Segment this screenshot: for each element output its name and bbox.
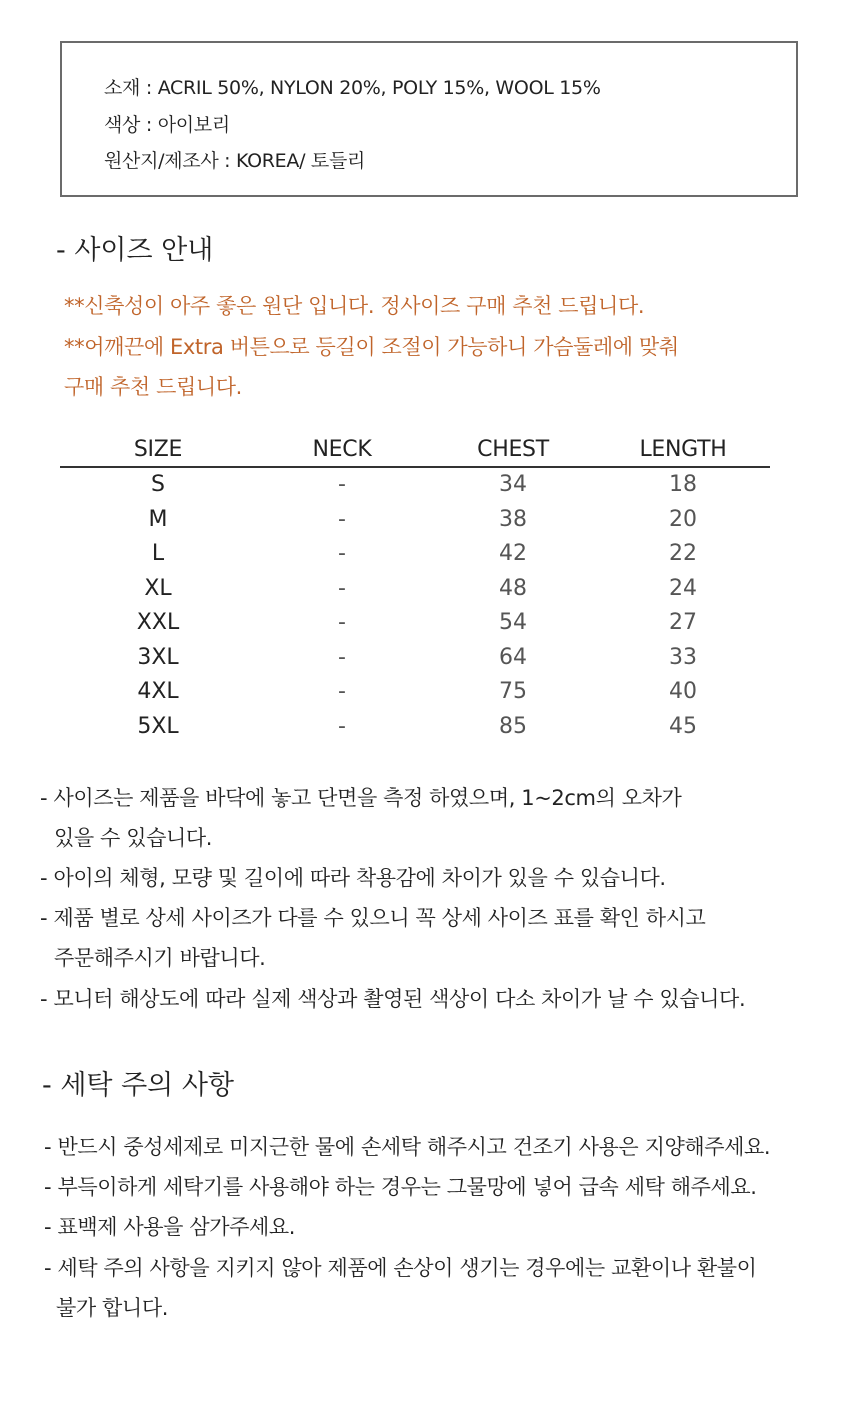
neck-cell: - [338, 506, 346, 532]
size-notice-line: **어깨끈에 Extra 버튼으로 등길이 조절이 가능하니 가슴둘레에 맞춰 [64, 335, 679, 359]
neck-cell: - [338, 610, 346, 635]
chest-cell: 42 [499, 541, 527, 566]
table-row [60, 710, 770, 745]
product-info-box [60, 41, 798, 197]
chest-cell: 38 [499, 506, 527, 532]
length-cell: 24 [669, 575, 697, 601]
table-row [60, 572, 770, 607]
material-info: 소재 : ACRIL 50%, NYLON 20%, POLY 15%, WOOL 15% [104, 77, 601, 99]
size-cell: 5XL [137, 713, 179, 739]
size-guide-title: - 사이즈 안내 [56, 235, 214, 266]
size-table [60, 434, 770, 744]
size-cell: XL [144, 575, 172, 601]
size-note-line: 주문해주시기 바랍니다. [54, 946, 266, 970]
wash-note-line: - 반드시 중성세제로 미지근한 물에 손세탁 해주시고 건조기 사용은 지양해주세요. [44, 1135, 771, 1159]
size-note-line: 있을 수 있습니다. [54, 826, 213, 850]
origin-info: 원산지/제조사 : KOREA/ 토들리 [104, 150, 366, 172]
size-note-line: - 사이즈는 제품을 바닥에 놓고 단면을 측정 하였으며, 1~2cm의 오차가 [40, 786, 682, 810]
header-length: LENGTH [639, 437, 727, 462]
size-cell: XXL [136, 610, 180, 635]
table-row [60, 503, 770, 538]
size-cell: 4XL [137, 679, 179, 704]
wash-note-line: - 세탁 주의 사항을 지키지 않아 제품에 손상이 생기는 경우에는 교환이나 환불이 [44, 1256, 757, 1280]
size-note-line: - 모니터 해상도에 따라 실제 색상과 촬영된 색상이 다소 차이가 날 수 있습니다. [40, 987, 746, 1011]
wash-note-line: 불가 합니다. [56, 1296, 168, 1320]
length-cell: 45 [669, 713, 697, 739]
neck-cell: - [338, 575, 346, 601]
size-cell: 3XL [137, 644, 179, 670]
length-cell: 40 [669, 679, 697, 704]
size-cell: S [151, 472, 165, 497]
color-info: 색상 : 아이보리 [104, 114, 230, 136]
neck-cell: - [338, 472, 346, 497]
neck-cell: - [338, 644, 346, 670]
chest-cell: 48 [499, 575, 527, 601]
chest-cell: 54 [499, 610, 527, 635]
size-note-line: - 제품 별로 상세 사이즈가 다를 수 있으니 꼭 상세 사이즈 표를 확인 하시고 [40, 906, 706, 930]
chest-cell: 64 [499, 644, 527, 670]
wash-note-line: - 부득이하게 세탁기를 사용해야 하는 경우는 그물망에 넣어 급속 세탁 해주세요. [44, 1175, 757, 1199]
size-cell: L [151, 541, 165, 566]
table-row [60, 606, 770, 641]
size-cell: M [148, 506, 168, 532]
header-chest: CHEST [477, 437, 549, 462]
neck-cell: - [338, 541, 346, 566]
table-row [60, 468, 770, 503]
length-cell: 33 [669, 644, 697, 670]
neck-cell: - [338, 713, 346, 739]
table-row [60, 537, 770, 572]
size-notice-line: 구매 추천 드립니다. [64, 375, 242, 399]
length-cell: 20 [669, 506, 697, 532]
table-row [60, 641, 770, 676]
table-row [60, 675, 770, 710]
size-notice-line: **신축성이 아주 좋은 원단 입니다. 정사이즈 구매 추천 드립니다. [64, 294, 645, 318]
chest-cell: 75 [499, 679, 527, 704]
size-note-line: - 아이의 체형, 모량 및 길이에 따라 착용감에 차이가 있을 수 있습니다. [40, 866, 666, 890]
size-table-header [60, 434, 770, 468]
length-cell: 22 [669, 541, 697, 566]
chest-cell: 34 [499, 472, 527, 497]
length-cell: 27 [669, 610, 697, 635]
header-size: SIZE [133, 437, 183, 462]
wash-note-line: - 표백제 사용을 삼가주세요. [44, 1215, 296, 1239]
wash-care-title: - 세탁 주의 사항 [42, 1070, 234, 1101]
length-cell: 18 [669, 472, 697, 497]
chest-cell: 85 [499, 713, 527, 739]
neck-cell: - [338, 679, 346, 704]
header-neck: NECK [312, 437, 372, 462]
